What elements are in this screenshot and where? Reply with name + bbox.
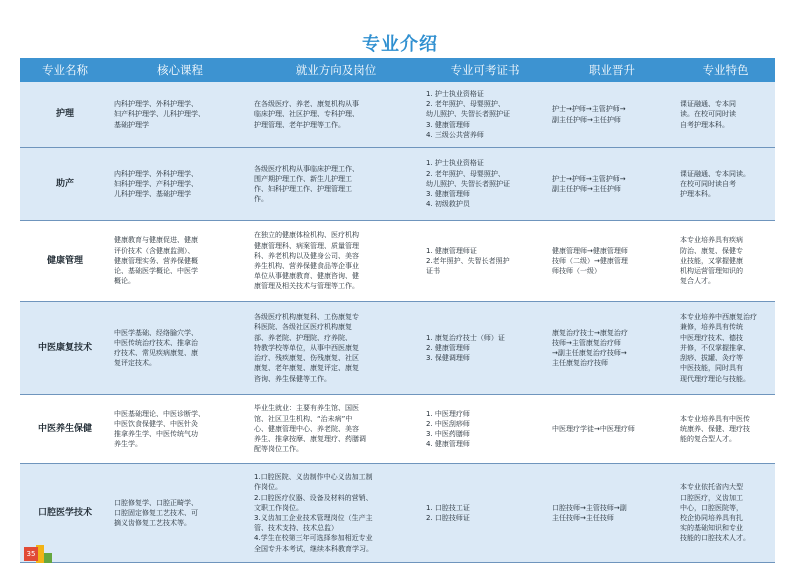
employment: 1.口腔医院、义齿制作中心义齿加工制 作岗位。 2.口腔医疗仪器、设备及材料的营销、 文职工作岗位。 3.义齿加工企业技术管理岗位（生产主 管、技术支持、技术总监） 4.学生在校第三年可选择参加相近专业 全国专升本考试，继续本科教育学习。: [254, 473, 373, 553]
certificates: 1. 中医理疗师 2. 中医刮痧师 3. 中医药膳师 4. 健康管理师: [426, 409, 470, 449]
employment: 各级医疗机构从事临床护理工作、 围产期护理工作、新生儿护理工 作、妇科护理工作、护理管理工 作。: [254, 164, 359, 204]
employment: 在各级医疗、养老、康复机构从事 临床护理、社区护理、专科护理、 护理管理、老年护理等工作。: [254, 100, 359, 129]
table-row: [20, 221, 775, 302]
major-name: 中医康复技术: [37, 342, 92, 353]
core-courses: 中医基础理论、中医诊断学、 中医饮食保健学、中医针灸 推拿养生学、中医传统气功 养生学。: [114, 409, 205, 449]
promotion: 护士→护师→主管护师→ 副主任护师→主任护师: [552, 105, 626, 124]
certificates: 1. 康复治疗技士（师）证 2. 健康管理师 3. 保健调理师: [426, 333, 505, 363]
promotion: 中医理疗学徒→中医理疗师: [552, 424, 635, 433]
core-courses: 健康教育与健康促进、健康 评价技术（含健康监测）、 健康管理实务、营养保健概 论、基础医学概论、中医学 概论。: [114, 236, 198, 286]
certificates: 1. 护士执业资格证 2. 老年照护、母婴照护、 幼儿照护、失智长者照护证 3. 健康管理师 4. 初级救护员: [426, 159, 510, 209]
core-courses: 中医学基础、经络腧穴学、 中医传统治疗技术、推拿治 疗技术、常见疾病康复、康 复评定技术。: [114, 328, 198, 368]
page-title: 专业介绍: [362, 34, 438, 55]
header-certificates: 专业可考证书: [450, 63, 520, 77]
employment: 各级医疗机构康复科、工伤康复专 科医院、各级社区医疗机构康复 部、养老院、护理院、疗养院、 特教学校等单位，从事中西医康复 治疗、残疾康复、伤残康复、社区 康复、老年康复、康复评定、康复 咨询、养生保健等工作。: [254, 313, 359, 383]
major-name: 口腔医学技术: [37, 507, 92, 518]
table-row: [20, 82, 775, 148]
features: 课证融通、专本同读。 在校可同时读自考 护理本科。: [680, 169, 750, 199]
promotion: 口腔技师→主管技师→副 主任技师→主任技师: [552, 503, 627, 522]
promotion: 健康管理师→健康管理师 技师（二级）→健康管理 师技师（一级）: [552, 246, 628, 276]
core-courses: 内科护理学、外科护理学、 妇科护理学、产科护理学、 儿科护理学、基础护理学: [114, 169, 198, 199]
major-table: [20, 58, 775, 563]
table-row: [20, 464, 775, 563]
major-name: 护理: [55, 109, 74, 120]
promotion: 康复治疗技士→康复治疗 技师→主管康复治疗师 →副主任康复治疗技师→ 主任康复治疗技师: [552, 328, 628, 368]
features: 本专业培养中西康复治疗 兼修，培养具有传统 中医理疗技术、德技 并修，不仅掌握推拿、 刮痧、拔罐、灸疗等 中医技能，同时具有 现代理疗理论与技能。: [680, 313, 757, 383]
core-courses: 内科护理学、外科护理学、 妇产科护理学、儿科护理学、 基础护理学: [114, 100, 205, 129]
major-name: 助产: [55, 178, 74, 189]
header-core-courses: 核心课程: [157, 63, 203, 77]
page-number: 35: [24, 547, 38, 561]
table-row: [20, 395, 775, 464]
major-name: 中医养生保健: [37, 423, 92, 434]
features: 课证融通、专本同 读。在校可同时读 自考护理本科。: [680, 100, 736, 129]
features: 本专业培养具有中医传 统康养、保健、理疗技 能的复合型人才。: [680, 414, 750, 444]
decor-green-block: [44, 553, 52, 563]
certificates: 1. 健康管理师证 2.老年照护、失智长者照护 证书: [426, 246, 510, 276]
table-header: [20, 58, 775, 82]
core-courses: 口腔修复学、口腔正畸学、 口腔固定修复工艺技术、可 摘义齿修复工艺技术等。: [114, 498, 198, 528]
header-employment: 就业方向及岗位: [295, 63, 377, 77]
table-row: [20, 302, 775, 395]
features: 本专业培养具有疾病 防治、康复、保健专 业技能，又掌握健康 机构运营管理知识的 复合人才。: [680, 236, 743, 286]
header-promotion: 职业晋升: [589, 63, 635, 77]
features: 本专业依托省内大型 口腔医疗，义齿加工 中心，口腔医院等， 校企协同培养具有扎 实的基础知识和专业 技能的口腔技术人才。: [680, 483, 750, 543]
header-features: 专业特色: [702, 63, 749, 77]
certificates: 1. 护士执业资格证 2. 老年照护、母婴照护、 幼儿照护、失智长者照护证 3. 健康管理师 4. 三级公共营养师: [426, 89, 510, 139]
employment: 在独立的健康体检机构、医疗机构 健康管理科、病案管理、质量管理 科、养老机构以及健身公司、美容 养生机构、营养保健食品等企事业 单位从事健康教育、健康咨询、健 康管理及相关技术与管理等工作。: [254, 231, 359, 291]
certificates: 1. 口腔技工证 2. 口腔技师证: [426, 503, 470, 522]
employment: 毕业生就业：主要有养生馆、国医 馆、社区卫生机构、“治未病”中 心、健康管理中心、养老院、美容 养生、推拿按摩、康复理疗、药膳调 配等岗位工作。: [254, 404, 366, 454]
header-major-name: 专业名称: [42, 63, 88, 77]
table-row: [20, 148, 775, 221]
major-name: 健康管理: [46, 255, 83, 266]
promotion: 护士→护师→主管护师→ 副主任护师→主任护师: [552, 174, 626, 193]
